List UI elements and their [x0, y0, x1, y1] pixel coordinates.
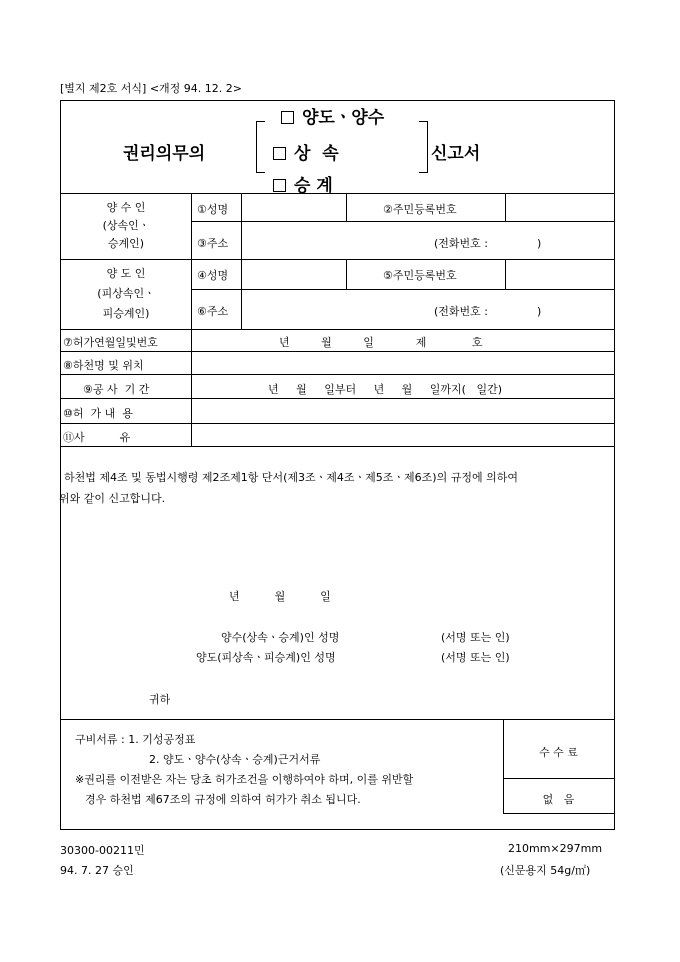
period-label: ⑨공 사 기 간	[83, 383, 150, 396]
permit-date-label: ⑦허가연월일및번호	[63, 336, 158, 349]
divider	[191, 193, 192, 446]
statement-line: 위와 같이 신고합니다.	[59, 492, 166, 505]
form-header: [별지 제2호 서식] <개정 94. 12. 2>	[60, 82, 242, 95]
transferor-address-label: ⑥주소	[197, 305, 229, 318]
fee-label: 수 수 료	[539, 746, 578, 759]
divider	[505, 193, 506, 221]
approval-date: 94. 7. 27 승인	[60, 864, 134, 877]
signer-transferee-label: 양수(상속ㆍ승계)인 성명	[221, 631, 340, 644]
divider	[61, 446, 614, 447]
transferee-phone-label: (전화번호 : )	[434, 237, 542, 250]
divider	[61, 193, 614, 194]
checkbox-icon[interactable]	[281, 111, 294, 124]
transferor-name-label: ④성명	[197, 269, 229, 282]
transferee-address-label: ③주소	[197, 237, 229, 250]
divider	[61, 423, 614, 424]
divider	[241, 193, 242, 329]
transferor-label: 양 도 인	[106, 267, 146, 280]
transferee-label: 양 수 인	[106, 201, 146, 214]
paper-type: (신문용지 54g/㎡)	[500, 864, 591, 877]
divider	[503, 813, 614, 814]
transferee-sublabel: 승계인)	[107, 237, 145, 250]
left-bracket	[256, 121, 265, 173]
transferor-sublabel: (피상속인ㆍ	[97, 287, 155, 300]
divider	[346, 193, 347, 221]
checkbox-icon[interactable]	[273, 179, 286, 192]
paper-size: 210mm×297mm	[508, 842, 603, 855]
transferee-sublabel: (상속인ㆍ	[102, 219, 150, 232]
divider	[505, 259, 506, 289]
period-value: 년 월 일부터 년 월 일까지( 일간)	[268, 383, 502, 396]
required-documents: 구비서류 : 1. 기성공정표	[75, 733, 196, 746]
reason-label: ⑪사 유	[63, 431, 131, 444]
divider	[61, 719, 614, 720]
title-option-inheritance[interactable]: 상 속	[273, 139, 339, 164]
permit-date-value: 년 월 일 제 호	[279, 336, 483, 349]
transferor-sublabel: 피승계인)	[102, 307, 150, 320]
signer-transferee-mark: (서명 또는 인)	[441, 631, 510, 644]
fee-value: 없 음	[542, 793, 575, 806]
content-label: ⑩허 가 내 용	[63, 407, 133, 420]
form-code: 30300-00211민	[60, 844, 145, 857]
divider	[61, 398, 614, 399]
divider	[61, 351, 614, 352]
signer-transferor-label: 양도(피상속ㆍ피승계)인 성명	[196, 651, 336, 664]
required-documents: 2. 양도ㆍ양수(상속ㆍ승계)근거서류	[149, 753, 321, 766]
checkbox-icon[interactable]	[273, 147, 286, 160]
divider	[61, 374, 614, 375]
divider	[61, 329, 614, 330]
divider	[503, 778, 614, 779]
transferor-id-label: ⑤주민등록번호	[383, 269, 457, 282]
permit-notice: ※권리를 이전받은 자는 당초 허가조건을 이행하여야 하며, 이를 위반할	[75, 773, 414, 786]
title-prefix: 권리의무의	[123, 144, 206, 164]
divider	[191, 221, 614, 222]
report-form	[60, 100, 615, 830]
permit-notice: 경우 하천법 제67조의 규정에 의하여 허가가 취소 됩니다.	[85, 793, 361, 806]
title-option-transfer[interactable]: 양도ㆍ양수	[281, 103, 384, 128]
divider	[61, 259, 614, 260]
river-label: ⑧하천명 및 위치	[63, 359, 144, 372]
statement-line: 하천법 제4조 및 동법시행령 제2조제1항 단서(제3조ㆍ제4조ㆍ제5조ㆍ제6조)의 규정에 의하여	[64, 471, 518, 484]
statement-date: 년 월 일	[229, 590, 331, 603]
divider	[191, 289, 614, 290]
addressee: 귀하	[149, 693, 171, 706]
transferee-id-label: ②주민등록번호	[383, 203, 457, 216]
right-bracket	[419, 121, 428, 173]
divider	[346, 259, 347, 289]
signer-transferor-mark: (서명 또는 인)	[441, 651, 510, 664]
title-option-succession[interactable]: 승 계	[273, 171, 333, 196]
transferor-phone-label: (전화번호 : )	[434, 305, 542, 318]
transferee-name-label: ①성명	[197, 203, 229, 216]
title-suffix: 신고서	[431, 144, 481, 164]
